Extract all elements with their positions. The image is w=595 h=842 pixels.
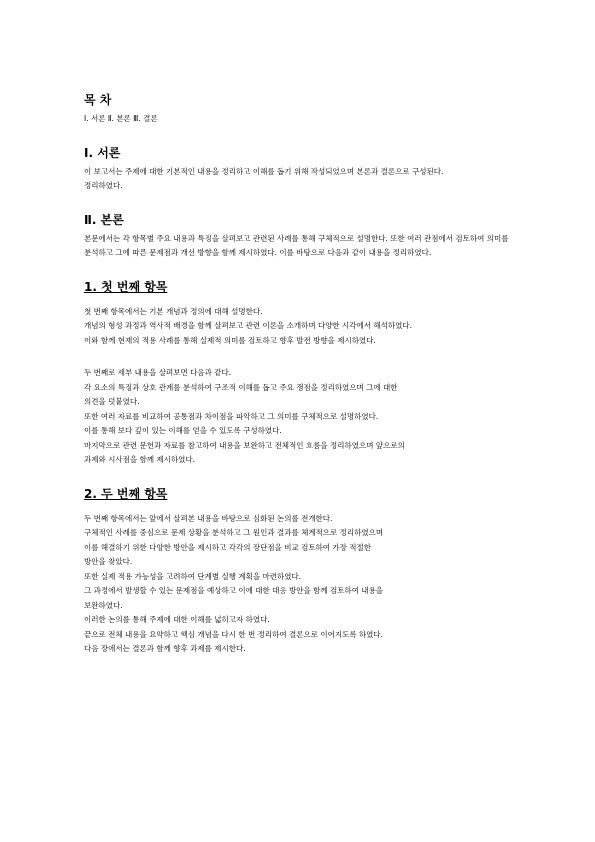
paragraph: 이러한 논의를 통해 주제에 대한 이해를 넓히고자 하였다. — [84, 615, 270, 624]
paragraph: 각 요소의 특징과 상호 관계를 분석하여 구조적 이해를 돕고 주요 쟁점을 정리하였으며 그에 대한 — [84, 382, 398, 392]
paragraph: 또한 여러 자료를 비교하여 공통점과 차이점을 파악하고 그 의미를 구체적으로 설명하였다. — [84, 411, 379, 421]
paragraph: 방안을 찾았다. — [84, 557, 133, 566]
paragraph: 두 번째로 세부 내용을 살펴보면 다음과 같다. — [84, 368, 232, 377]
paragraph: 의견을 덧붙였다. — [84, 397, 140, 406]
paragraph: 구체적인 사례를 중심으로 문제 상황을 분석하고 그 원인과 결과를 체계적으로 정리하였으며 — [84, 528, 384, 537]
paragraph: 이를 해결하기 위한 다양한 방안을 제시하고 각각의 장단점을 비교 검토하여 가장 적절한 — [84, 542, 372, 552]
paragraph: 다음 장에서는 결론과 함께 향후 과제를 제시한다. — [84, 644, 246, 653]
paragraph: 마지막으로 관련 문헌과 자료를 참고하여 내용을 보완하고 전체적인 흐름을 정리하였으며 앞으로의 — [84, 440, 405, 450]
paragraph: 보완하였다. — [84, 600, 123, 610]
paragraph: 끝으로 전체 내용을 요약하고 핵심 개념을 다시 한 번 정리하여 결론으로 이어지도록 하였다. — [84, 629, 384, 639]
section-body — [84, 212, 516, 261]
paragraph: 그 과정에서 발생할 수 있는 문제점을 예상하고 이에 대한 대응 방안을 함께 검토하여 내용을 — [84, 586, 384, 595]
section-toc — [84, 92, 516, 127]
paragraph: 이를 통해 보다 깊이 있는 이해를 얻을 수 있도록 구성하였다. — [84, 426, 282, 435]
paragraph: 이와 함께 현재의 적용 사례를 통해 실제적 의미를 검토하고 향후 발전 방향을 제시하였다. — [84, 335, 376, 345]
section-item-2 — [84, 486, 516, 657]
paragraph: 첫 번째 항목에서는 기본 개념과 정의에 대해 설명한다. — [84, 306, 263, 316]
document-body — [84, 92, 516, 675]
paragraph: 개념의 형성 과정과 역사적 배경을 함께 살펴보고 관련 이론을 소개하며 다양한 시각에서 해석하였다. — [84, 321, 413, 330]
paragraph: Ⅰ. 서론 Ⅱ. 본론 Ⅲ. 결론 — [84, 114, 158, 123]
section-heading: Ⅰ. 서론 — [84, 145, 121, 160]
paragraph: 또한 실제 적용 가능성을 고려하여 단계별 실행 계획을 마련하였다. — [84, 571, 302, 581]
paragraph: 과제와 시사점을 함께 제시하였다. — [84, 455, 195, 464]
subsection-heading: 2. 두 번째 항목 — [84, 486, 168, 501]
paragraph: 두 번째 항목에서는 앞에서 살펴본 내용을 바탕으로 심화된 논의를 전개한다. — [84, 513, 333, 523]
paragraph: 본문에서는 각 항목별 주요 내용과 특징을 살펴보고 관련된 사례를 통해 구체적으로 설명한다. 또한 여러 관점에서 검토하여 의미를 분석하고 그에 따른 문제점과 개선 방향을 함께 제시하였다. 이를 바탕으로 다음과 같이 내용을 정리하였다. — [84, 233, 509, 257]
paragraph: 정리하였다. — [84, 181, 123, 190]
section-heading: 목 차 — [84, 93, 112, 107]
section-heading: Ⅱ. 본론 — [84, 212, 124, 227]
subsection-heading: 1. 첫 번째 항목 — [84, 279, 168, 294]
section-introduction — [84, 145, 516, 194]
paragraph: 이 보고서는 주제에 대한 기본적인 내용을 정리하고 이해를 돕기 위해 작성되었으며 본론과 결론으로 구성된다. — [84, 166, 444, 176]
section-item-1 — [84, 279, 516, 349]
section-item-1-details — [84, 366, 516, 468]
